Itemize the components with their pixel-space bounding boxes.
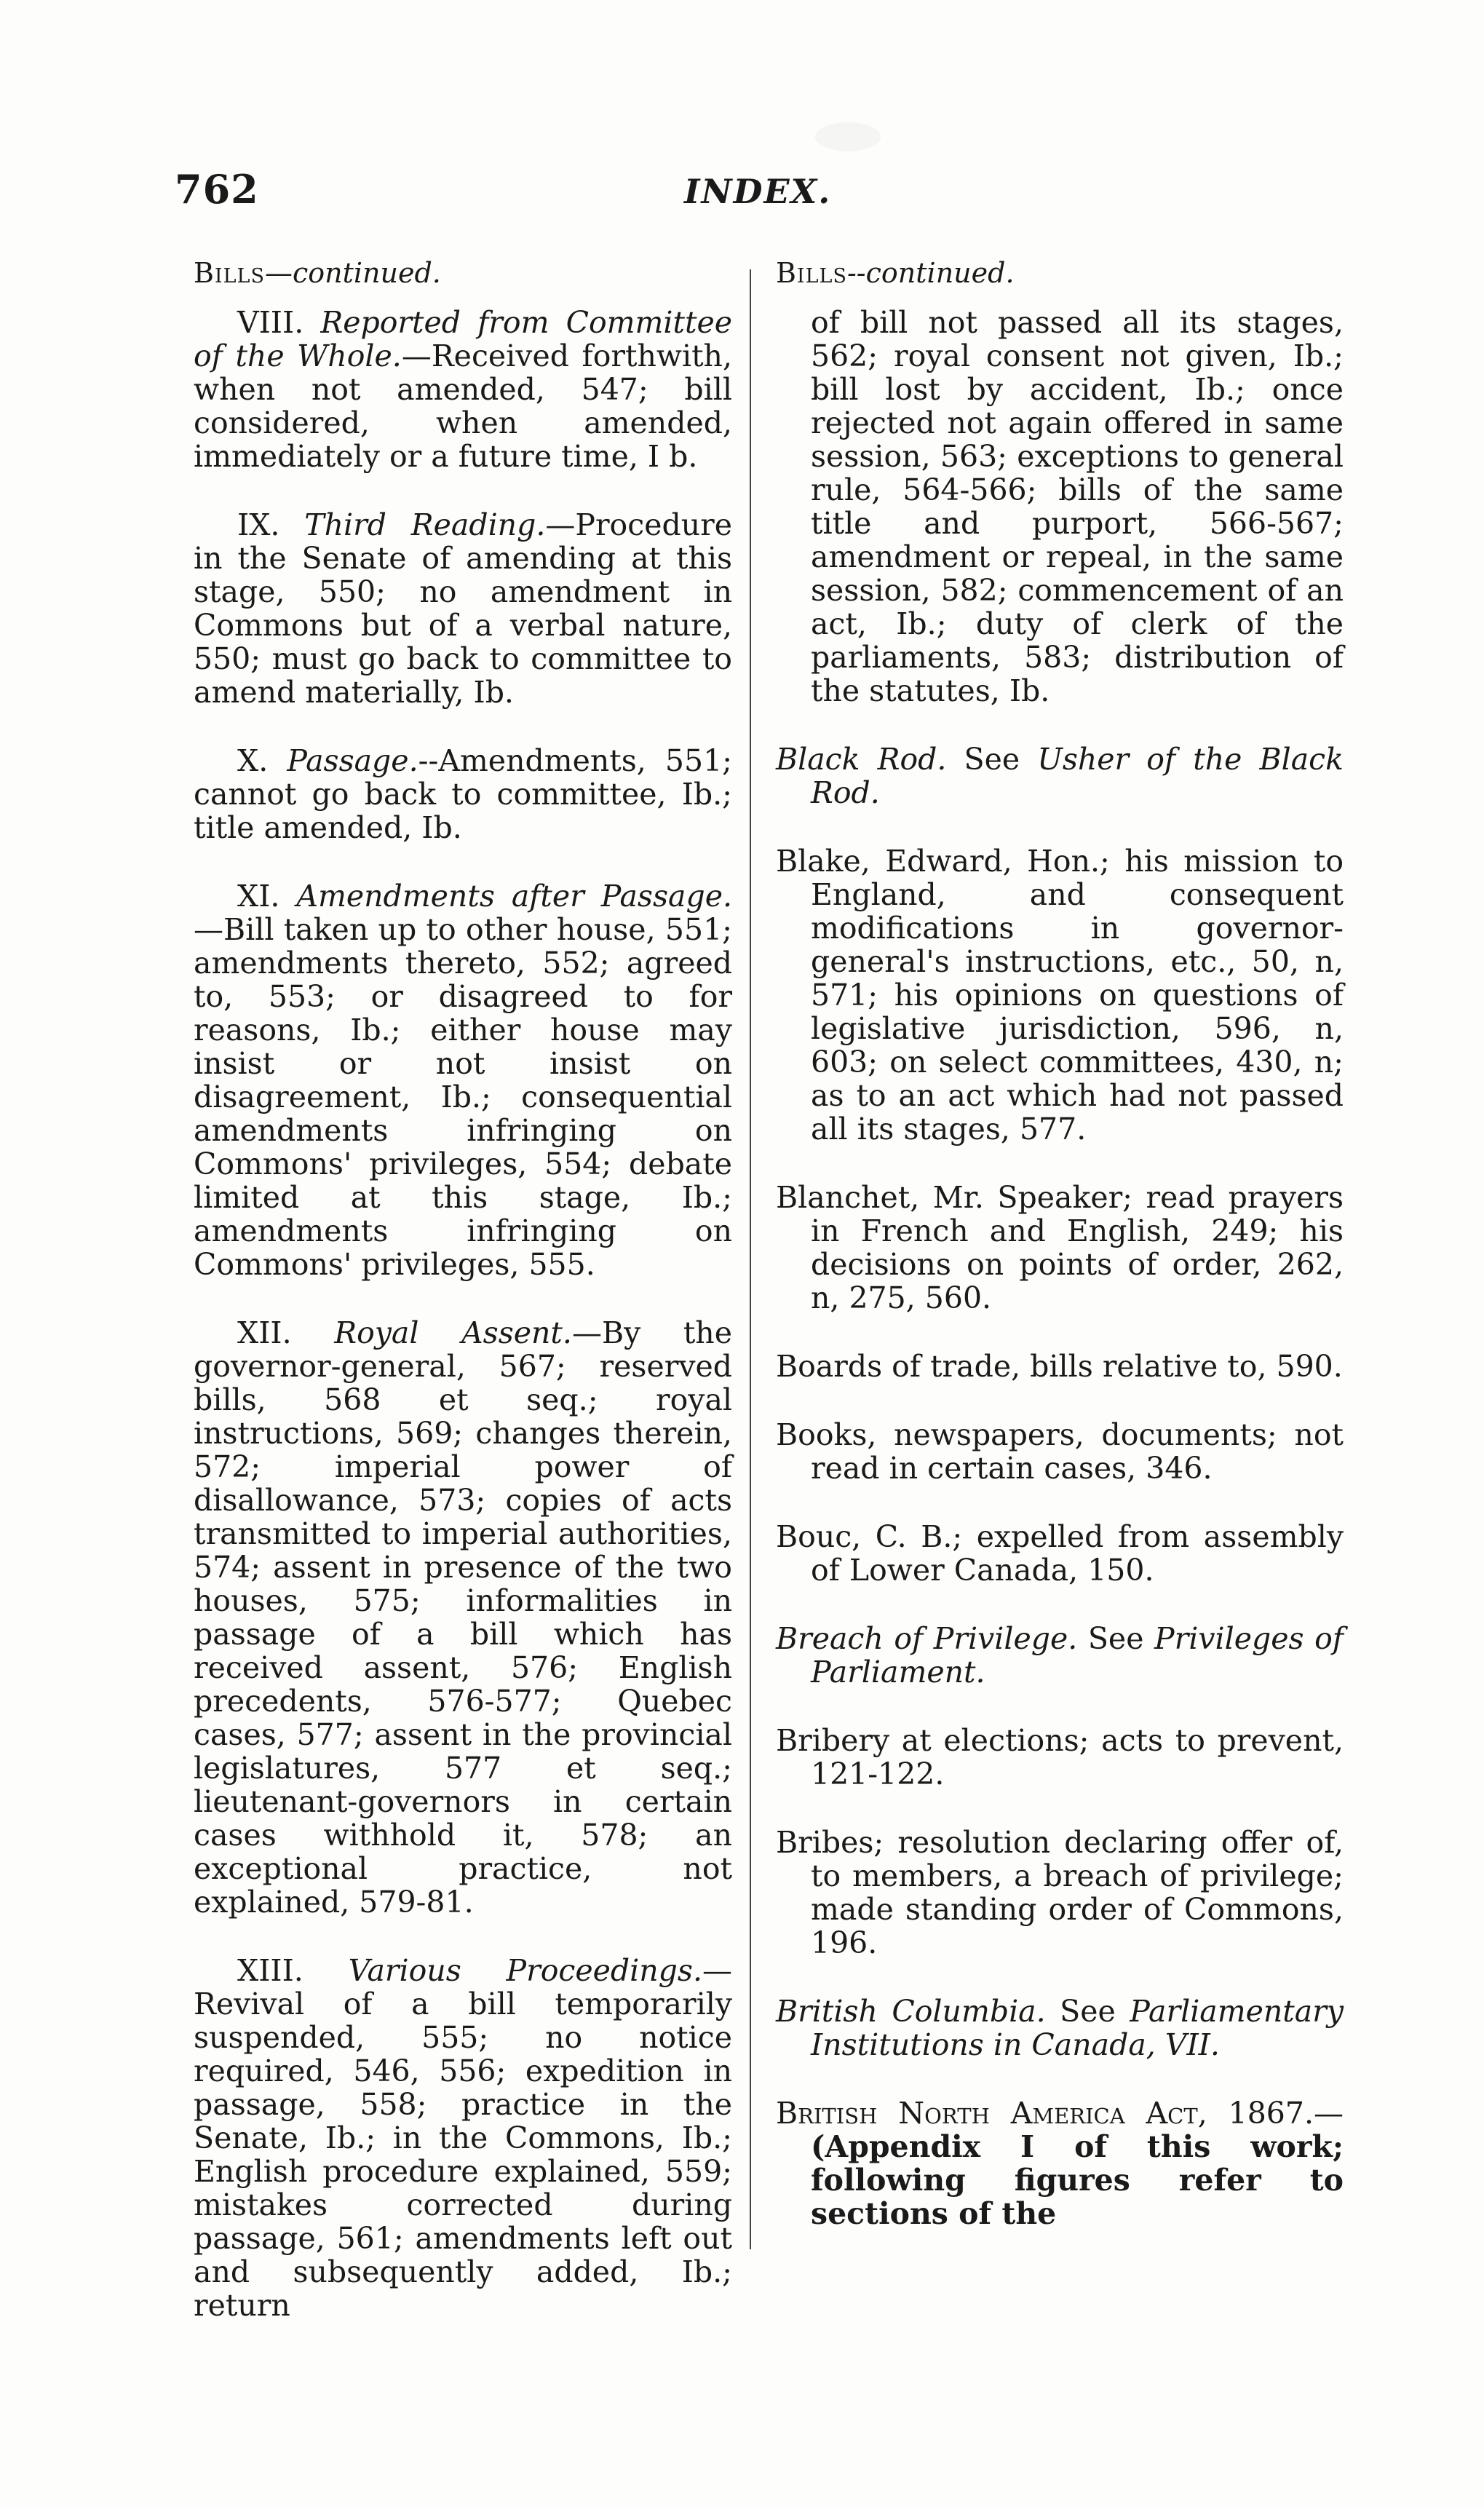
- index-entry-cross-reference: [776, 1622, 1344, 1689]
- entry-lead: Black Rod.: [776, 742, 947, 777]
- continued-heading: [776, 256, 1344, 290]
- index-entry: Blake, Edward, Hon.; his mission to England, and consequent modifications in governor-general's instructions, etc., 50, n, 571; his opinions on questions of legislative jurisdiction, 596, n, 603; on select committees, 430, n; as to an act which had not passed all its stages, 577.: [776, 844, 1344, 1146]
- subentry-body: —Received forthwith, when not amended, 547; bill considered, when amended, immediately or a future time, I b.: [194, 338, 732, 474]
- subentry-body: —Bill taken up to other house, 551; amendments thereto, 552; agreed to, 553; or disagreed to for reasons, Ib.; either house may insist or not insist on disagreement, Ib.; consequential amendments infringing on Commons' privileges, 554; debate limited at this stage, Ib.; amendments infringing on Commons' privileges, 555.: [194, 912, 732, 1282]
- subentry-numeral: XIII.: [237, 1953, 303, 1988]
- index-entry-continuation: of bill not passed all its stages, 562; royal consent not given, Ib.; bill lost by accident, Ib.; once rejected not again offered in same session, 563; exceptions to general rule, 564-566; bills of the same title and purport, 566-567; amendment or repeal, in the same session, 582; commencement of an act, Ib.; duty of clerk of the parliaments, 583; distribution of the statutes, Ib.: [811, 305, 1344, 708]
- subentry-body: —Revival of a bill temporarily suspended, 555; no notice required, 546, 556; expedition in passage, 558; practice in the Senate, Ib.; in the Commons, Ib.; English procedure explained, 559; mistakes corrected during passage, 561; amendments left out and subsequently added, Ib.; return: [194, 1953, 732, 2323]
- heading-suffix: —continued.: [264, 257, 441, 289]
- index-entry: [776, 2096, 1344, 2230]
- column-divider: [750, 269, 751, 2249]
- subentry-body: --Amendments, 551; cannot go back to committee, Ib.; title amended, Ib.: [194, 743, 732, 845]
- index-entry: Bribes; resolution declaring offer of, to members, a breach of privilege; made standing order of Commons, 196.: [776, 1825, 1344, 1960]
- index-subentry: [194, 1954, 732, 2322]
- entry-lead: British Columbia.: [776, 1994, 1046, 2029]
- index-subentry: [194, 1316, 732, 1919]
- see-word: See: [1087, 1621, 1144, 1656]
- index-subentry: [194, 744, 732, 844]
- see-target: Privileges of Parliament.: [811, 1621, 1344, 1690]
- subentry-numeral: XII.: [237, 1315, 292, 1350]
- right-column: [776, 256, 1344, 2230]
- index-entry: Bribery at elections; acts to prevent, 121-122.: [776, 1723, 1344, 1791]
- subentry-numeral: VIII.: [237, 305, 304, 340]
- index-subentry: [194, 306, 732, 473]
- heading-suffix: --continued.: [846, 257, 1015, 289]
- subentry-title: Amendments after Passage.: [296, 879, 732, 914]
- index-entry: Boards of trade, bills relative to, 590.: [776, 1349, 1343, 1384]
- subentry-title: Passage.: [287, 743, 418, 778]
- index-subentry: [194, 508, 732, 709]
- subentry-body: —Procedure in the Senate of amending at this stage, 550; no amendment in Commons but of a verbal nature, 550; must go back to committee to amend materially, Ib.: [194, 507, 732, 710]
- index-entry: Bouc, C. B.; expelled from assembly of Lower Canada, 150.: [776, 1519, 1344, 1588]
- see-word: See: [964, 742, 1020, 777]
- paper-smudge: [815, 122, 881, 151]
- heading-word: Bills: [194, 257, 265, 289]
- subentry-numeral: XI.: [237, 879, 280, 914]
- subentry-body: —By the governor-general, 567; reserved bills, 568 et seq.; royal instructions, 569; changes therein, 572; imperial power of disallowance, 573; copies of acts transmitted to imperial authorities, 574; assent in presence of the two houses, 575; informalities in passage of a bill which has received assent, 576; English precedents, 576-577; Quebec cases, 577; assent in the provincial legislatures, 577 et seq.; lieutenant-governors in certain cases withhold it, 578; an exceptional practice, not explained, 579-81.: [194, 1315, 732, 1920]
- subentry-title: Reported from Committee of the Whole.: [194, 305, 732, 373]
- subentry-title: Various Proceedings.: [348, 1953, 702, 1988]
- index-subentry: [194, 879, 732, 1281]
- index-entry: Blanchet, Mr. Speaker; read prayers in French and English, 249; his decisions on points of order, 262, n, 275, 560.: [776, 1180, 1344, 1315]
- left-column: [194, 256, 732, 2357]
- page-number: 762: [175, 166, 259, 213]
- index-entry-cross-reference: [776, 1995, 1344, 2062]
- heading-word: Bills: [776, 257, 847, 289]
- see-word: See: [1060, 1994, 1116, 2029]
- subentry-numeral: IX.: [237, 507, 280, 542]
- index-entry-cross-reference: [776, 742, 1344, 809]
- entry-lead: Breach of Privilege.: [776, 1621, 1078, 1656]
- entry-heading: British North America Act, 1867.—: [776, 2096, 1344, 2131]
- subentry-title: Third Reading.: [304, 507, 546, 542]
- index-entry: Books, newspapers, documents; not read in certain cases, 346.: [776, 1417, 1344, 1486]
- see-target: Usher of the Black Rod.: [811, 742, 1344, 810]
- subentry-title: Royal Assent.: [334, 1315, 572, 1350]
- subentry-numeral: X.: [237, 743, 269, 778]
- continued-heading: [194, 256, 732, 290]
- entry-body: (Appendix I of this work; following figures refer to sections of the: [811, 2129, 1344, 2231]
- running-title: INDEX.: [684, 172, 832, 211]
- see-target: Parliamentary Institutions in Canada, VII.: [811, 1994, 1344, 2062]
